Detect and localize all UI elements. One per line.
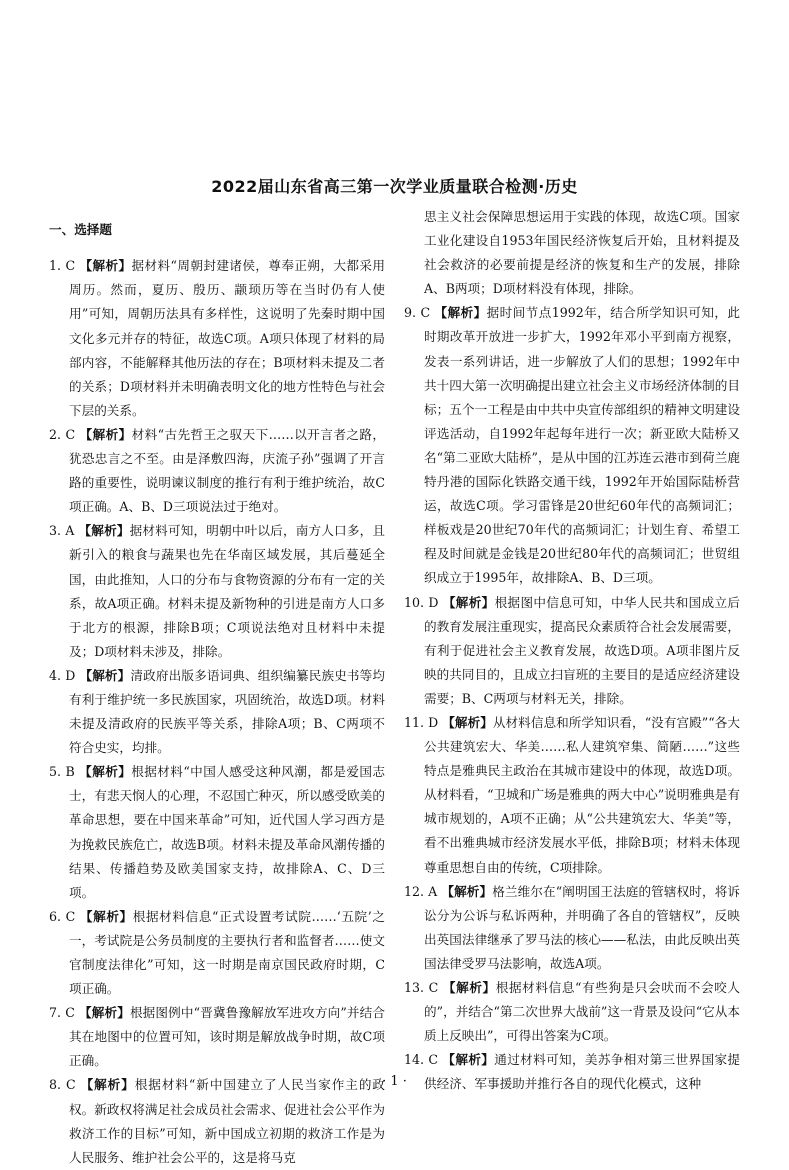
question-number: 8. (49, 1077, 62, 1093)
answer-item (49, 254, 385, 423)
answer-letter: C (428, 1052, 439, 1068)
analysis-text: 据时间节点1992年，结合所学知识可知，此时期改革开放进一步扩大，1992年邓小平到南方视察，发表一系列讲话，进一步解放了人们的思想；1992年中共十四大第一次明确提出建立社会主义市场经济体制的目标；五个一工程是由中共中央宣传部组织的精神文明建设评选活动，自1992年起每年进行一次；新亚欧大陆桥又名“第二亚欧大陆桥”，是从中国的江苏连云港市到荷兰鹿特丹港的国际化铁路交通干线，1992年开始国际陆桥营运，故选C项。学习雷锋是20世纪60年代的高频词汇；样板戏是20世纪70年代的高频词汇；计划生育、希望工程及时间就是金钱是20世纪80年代的高频词汇；世贸组织成立于1995年，故排除A、B、D三项。 (424, 305, 740, 586)
answer-letter: C (428, 980, 439, 995)
analysis-tag: 【解析】 (79, 258, 132, 274)
question-number: 7. (49, 1005, 62, 1021)
continued-text: 思主义社会保障思想运用于实践的体现，故选C项。国家工业化建设自1953年国民经济恢复后开始，且材料提及社会救济的必要前提是经济的恢复和生产的发展，排除A、B两项；D项材料没有体现，排除。 (424, 209, 740, 297)
answer-letter: A (428, 883, 438, 899)
analysis-text: 根据材料“中国人感受这种风潮，都是爱国志士，有悲天悯人的心理，不忍国亡种灭，所以感受欧美的革命思想，要在中国来革命”可知，近代国人学习西方是为挽救民族危亡，故选B项。材料未提及革命风潮传播的结果、传播趋势及欧美国家支持，故排除A、C、D三项。 (69, 764, 385, 900)
analysis-tag: 【解析】 (78, 1005, 130, 1021)
answer-item (49, 423, 385, 519)
right-column (404, 205, 740, 1096)
analysis-text: 根据材料“新中国建立了人民当家作主的政权。新政权将满足社会成员社会需求、促进社会公平作为救济工作的目标”可知，新中国成立初期的救济工作是为人民服务、维护社会公平的，这是将马克 (69, 1077, 385, 1165)
answer-letter: B (65, 764, 75, 780)
answer-letter: C (65, 908, 76, 924)
answer-letter: C (65, 1005, 75, 1021)
analysis-text: 根据图中信息可知，中华人民共和国成立后的教育发展注重现实，提高民众素质符合社会发展需要，有利于促进社会主义教育发展，故选D项。A项非图片反映的共同目的，且成立扫盲班的主要目的是适应经济建设需要；B、C两项与材料无关，排除。 (424, 594, 740, 706)
page-title: 2022届山东省高三第一次学业质量联合检测·历史 (211, 177, 578, 196)
answer-item (404, 1048, 740, 1096)
answer-letter: D (428, 594, 439, 610)
analysis-tag: 【解析】 (442, 594, 495, 610)
question-number: 12. (404, 883, 425, 899)
question-number: 5. (49, 764, 62, 780)
analysis-tag: 【解析】 (78, 523, 130, 539)
answer-item (49, 760, 385, 905)
analysis-text: 材料“古先哲王之驭天下……以开言者之路，犹恐忠言之不至。由是泽敷四海，庆流子孙”强调了开言路的重要性，说明谏议制度的推行有利于维护统治，故C项正确。A、B、D三项说法过于绝对。 (69, 426, 385, 515)
answer-letter: A (65, 523, 75, 539)
analysis-tag: 【解析】 (79, 667, 131, 683)
question-number: 14. (404, 1052, 425, 1068)
question-number: 3. (49, 523, 62, 539)
page-number: · 1 · (382, 1074, 407, 1089)
analysis-tag: 【解析】 (442, 1052, 495, 1068)
question-number: 11. (404, 714, 425, 730)
analysis-tag: 【解析】 (79, 908, 133, 924)
analysis-text: 据材料“周朝封建诸侯，尊奉正朔，大都采用周历。然而，夏历、殷历、颛顼历等在当时仍有人使用”可知，周朝历法具有多样性，这说明了先秦时期中国文化多元并存的特征，故选C项。A项只体现了材料的局部内容，不能解释其他历法的存在；B项材料未提及二者的关系；D项材料并未明确表明文化的地方性特色与社会下层的关系。 (69, 258, 385, 418)
answer-letter: C (420, 305, 431, 321)
question-number: 6. (49, 908, 62, 924)
answer-letter: D (428, 714, 439, 730)
answer-item (49, 1001, 385, 1073)
analysis-tag: 【解析】 (442, 714, 493, 730)
analysis-tag: 【解析】 (80, 1077, 135, 1093)
analysis-tag: 【解析】 (442, 980, 496, 995)
answer-item (49, 519, 385, 664)
answer-item (404, 976, 740, 1048)
analysis-tag: 【解析】 (434, 305, 487, 321)
answer-letter: C (65, 258, 76, 274)
left-column (49, 205, 385, 1170)
analysis-text: 清政府出版多语词典、组织编纂民族史书等均有利于维护统一多民族国家，巩固统治，故选D项。材料未提及清政府的民族平等关系，排除A项；B、C两项不符合史实，均排。 (69, 667, 386, 756)
analysis-text: 根据材料信息“有些狗是只会吠而不会咬人的”，并结合“第二次世界大战前”这一背景及设问“它从本质上反映出”，可得出答案为C项。 (424, 980, 740, 1044)
analysis-tag: 【解析】 (79, 764, 132, 780)
analysis-text: 根据材料信息“正式设置考试院……‘五院’之一，考试院是公务员制度的主要执行者和监督者……使文官制度法律化”可知，这一时期是南京国民政府时期，C项正确。 (69, 908, 385, 997)
answer-item (49, 664, 385, 760)
answer-item (404, 880, 740, 976)
answer-item (404, 301, 740, 590)
question-number: 2. (49, 426, 62, 442)
analysis-text: 根据图例中“晋冀鲁豫解放军进攻方向”并结合其在地图中的位置可知，该时期是解放战争时期，故C项正确。 (69, 1005, 385, 1069)
answer-letter: C (65, 1077, 76, 1093)
analysis-text: 格兰维尔在“阐明国王法庭的管辖权时，将诉讼分为公诉与私诉两种，并明确了各自的管辖权”，反映出英国法律继承了罗马法的核心——私法，由此反映出英国法律受罗马法影响，故选A项。 (424, 883, 740, 971)
answer-item (49, 905, 385, 1001)
question-number: 13. (404, 980, 425, 995)
answer-letter: C (65, 426, 76, 442)
question-number: 1. (49, 258, 62, 274)
analysis-tag: 【解析】 (441, 883, 493, 899)
question-number: 9. (404, 305, 417, 321)
analysis-text: 从材料信息和所学知识看，“没有宫殿”“各大公共建筑宏大、华美……私人建筑窄集、简陋……”这些特点是雅典民主政治在其城市建设中的体现，故选D项。从材料看，“卫城和广场是雅典的两大中心”说明雅典是有城市规划的，A项不正确；从“公共建筑宏大、华美”等，看不出雅典城市经济发展水平低，排除B项；材料未体现尊重思想自由的传统，C项排除。 (424, 714, 740, 875)
analysis-text: 通过材料可知，美苏争相对第三世界国家提供经济、军事援助并推行各自的现代化模式，这种 (424, 1052, 741, 1092)
answer-letter: D (65, 667, 76, 683)
answer-item (404, 591, 740, 711)
question-number: 10. (404, 594, 425, 610)
analysis-tag: 【解析】 (79, 426, 132, 442)
analysis-text: 据材料可知，明朝中叶以后，南方人口多，且新引入的粮食与蔬果也先在华南区域发展，其后蔓延全国，由此推知，人口的分布与食物资源的分布有一定的关系，故A项正确。材料未提及新物种的引进是南方人口多于北方的根源，排除B项；C项说法绝对且材料中未提及；D项材料未涉及，排除。 (69, 523, 385, 659)
answer-item (404, 711, 740, 880)
section-heading: 一、选择题 (49, 221, 112, 237)
question-number: 4. (49, 667, 62, 683)
